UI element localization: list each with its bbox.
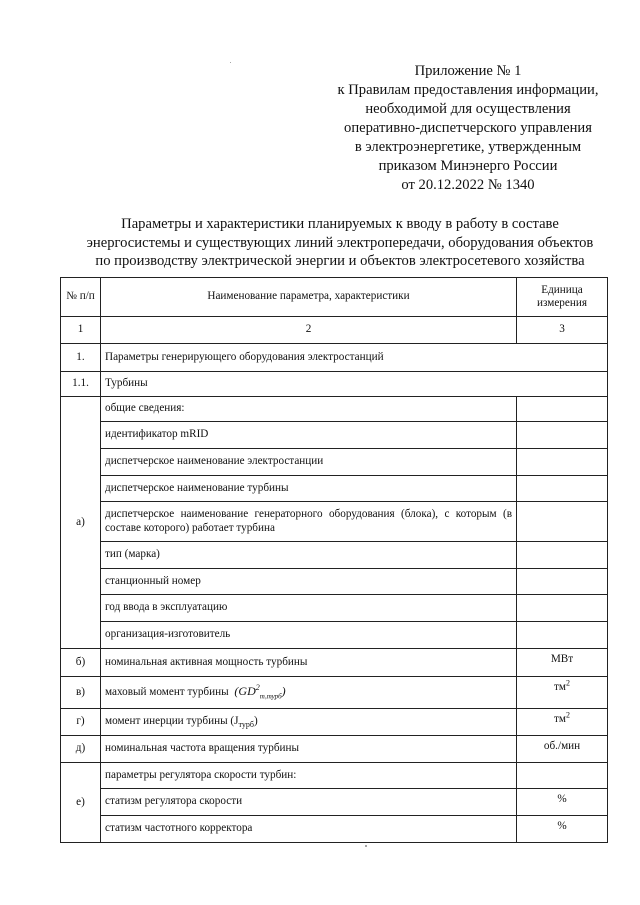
header-unit-line2: измерения <box>537 297 587 309</box>
group-e-num: е) <box>61 763 101 843</box>
unit-sup: 2 <box>565 678 570 688</box>
header-unit <box>517 278 608 317</box>
param-text: маховый момент турбины <box>105 686 229 699</box>
appendix-line: приказом Минэнерго России <box>378 158 558 174</box>
unit-cell <box>517 622 608 649</box>
section-label: Параметры генерирующего оборудования электростанций <box>101 344 608 372</box>
table-row <box>61 476 608 502</box>
unit-sup: 2 <box>565 710 570 720</box>
index-cell: 3 <box>517 317 608 344</box>
title-line: по производству электрической энергии и объектов электросетевого хозяйства <box>95 253 585 269</box>
param-label: номинальная частота вращения турбины <box>101 736 517 763</box>
subsection-num: 1.1. <box>61 372 101 397</box>
unit-cell <box>517 397 608 422</box>
table-header-row <box>61 278 608 317</box>
unit-cell: % <box>517 816 608 843</box>
param-label: станционный номер <box>101 569 517 595</box>
title-line: энергосистемы и существующих линий электропередачи, оборудования объектов <box>86 234 594 251</box>
unit-cell: об./мин <box>517 736 608 763</box>
table-row <box>61 763 608 789</box>
unit-cell <box>517 449 608 476</box>
subsection-label: Турбины <box>101 372 608 397</box>
param-label: год ввода в эксплуатацию <box>101 595 517 622</box>
appendix-line: к Правилам предоставления информации, <box>337 82 599 98</box>
table-row <box>61 816 608 843</box>
unit-cell <box>517 502 608 542</box>
row-num: в) <box>61 677 101 709</box>
param-label: статизм частотного корректора <box>101 816 517 843</box>
param-label: тип (марка) <box>101 542 517 569</box>
param-label <box>101 709 517 736</box>
index-row <box>61 317 608 344</box>
param-label: диспетчерское наименование электростанции <box>101 449 517 476</box>
table-row <box>61 736 608 763</box>
param-text: момент инерции турбины (J <box>105 715 239 728</box>
unit-cell <box>517 476 608 502</box>
section-row <box>61 344 608 372</box>
table-row <box>61 502 608 542</box>
table-row <box>61 595 608 622</box>
subsection-row <box>61 372 608 397</box>
scan-speck <box>365 845 367 847</box>
unit-cell <box>517 595 608 622</box>
title-line: Параметры и характеристики планируемых к вводу в работу в составе <box>121 216 559 232</box>
section-num: 1. <box>61 344 101 372</box>
table-row <box>61 542 608 569</box>
unit-text: тм <box>554 681 566 693</box>
appendix-line: оперативно-диспетчерского управления <box>344 120 592 136</box>
table-row <box>61 649 608 677</box>
table-row <box>61 422 608 449</box>
unit-cell <box>517 763 608 789</box>
table-row <box>61 397 608 422</box>
unit-cell <box>517 569 608 595</box>
unit-cell: МВт <box>517 649 608 677</box>
formula: $(GD^2_{т,турб})$ <box>231 683 286 701</box>
param-label <box>101 677 517 709</box>
unit-cell <box>517 709 608 736</box>
unit-cell: % <box>517 789 608 816</box>
header-num: № п/п <box>61 278 101 317</box>
unit-cell <box>517 422 608 449</box>
row-num: б) <box>61 649 101 677</box>
unit-cell <box>517 677 608 709</box>
table-row <box>61 789 608 816</box>
formula-sup: 2 <box>255 683 260 693</box>
appendix-line: Приложение № 1 <box>414 63 522 79</box>
param-label: идентификатор mRID <box>101 422 517 449</box>
param-label: диспетчерское наименование генераторного оборудования (блока), с которым (в составе которого) работает турбина <box>101 502 517 542</box>
param-sub: турб <box>238 720 254 730</box>
scan-speck <box>230 62 231 63</box>
param-end: ) <box>253 715 258 728</box>
table-row <box>61 569 608 595</box>
formula-sub: т,турб <box>259 692 282 701</box>
header-unit-line1: Единица <box>541 283 583 296</box>
group-a-num: а) <box>61 397 101 649</box>
appendix-line: необходимой для осуществления <box>365 101 571 117</box>
param-label: статизм регулятора скорости <box>101 789 517 816</box>
appendix-header <box>318 62 618 195</box>
parameters-table <box>60 277 608 843</box>
row-num: д) <box>61 736 101 763</box>
param-label: параметры регулятора скорости турбин: <box>101 763 517 789</box>
appendix-line: от 20.12.2022 № 1340 <box>401 177 535 193</box>
param-label: диспетчерское наименование турбины <box>101 476 517 502</box>
param-label: организация-изготовитель <box>101 622 517 649</box>
param-label: общие сведения: <box>101 397 517 422</box>
unit-text: тм <box>554 713 566 725</box>
header-name: Наименование параметра, характеристики <box>101 278 517 317</box>
table-row <box>61 709 608 736</box>
table-row <box>61 449 608 476</box>
index-cell: 2 <box>101 317 517 344</box>
param-label: номинальная активная мощность турбины <box>101 649 517 677</box>
document-title <box>58 215 622 271</box>
row-num: г) <box>61 709 101 736</box>
unit-cell <box>517 542 608 569</box>
table-row <box>61 677 608 709</box>
formula-main: GD <box>238 684 256 699</box>
index-cell: 1 <box>61 317 101 344</box>
appendix-line: в электроэнергетике, утвержденным <box>354 139 582 155</box>
table-row <box>61 622 608 649</box>
